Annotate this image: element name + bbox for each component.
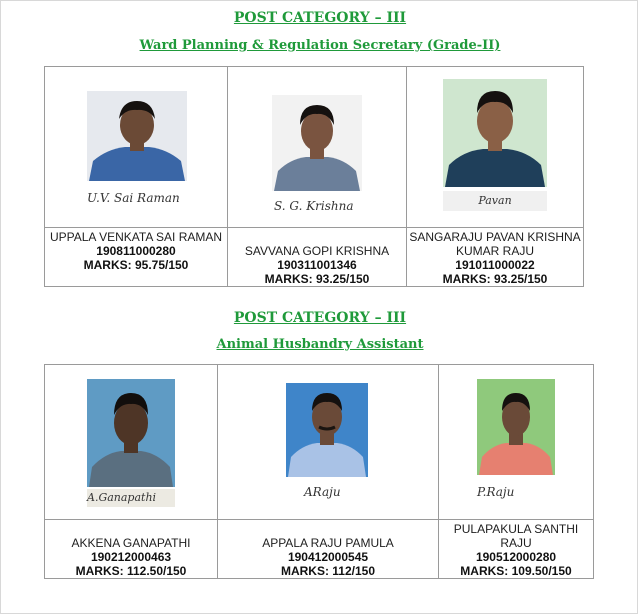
candidate-signature: S. G. Krishna — [274, 199, 354, 213]
candidate-info-cell — [45, 520, 218, 579]
candidate-photo — [87, 379, 175, 487]
candidate-info-cell — [439, 520, 594, 579]
person-photo-icon — [87, 91, 187, 181]
candidate-marks: MARKS: 112.50/150 — [75, 564, 187, 578]
candidate-roll-number: 190412000545 — [287, 550, 369, 564]
candidate-photo — [443, 79, 547, 187]
candidate-name: APPALA RAJU PAMULA — [262, 536, 394, 550]
candidate-info-cell — [228, 228, 407, 287]
candidate-signature: Pavan — [443, 191, 547, 211]
section2-post-heading: Animal Husbandry Assistant — [216, 337, 424, 352]
candidate-signature: U.V. Sai Raman — [87, 191, 180, 205]
section2-category-heading: POST CATEGORY – III — [233, 310, 407, 326]
section2-candidates-table — [44, 364, 594, 579]
person-photo-icon — [443, 79, 547, 187]
candidate-photo — [477, 379, 555, 475]
candidate-photo — [286, 383, 368, 477]
candidate-marks: MARKS: 112/150 — [280, 564, 376, 578]
candidate-roll-number: 191011000022 — [455, 258, 535, 272]
candidate-roll-number: 190212000463 — [90, 550, 172, 564]
section1-category-heading: POST CATEGORY – III — [233, 10, 407, 26]
person-photo-icon — [272, 95, 362, 191]
candidate-marks: MARKS: 93.25/150 — [264, 272, 370, 286]
candidate-name: PULAPAKULA SANTHI RAJU — [453, 522, 579, 550]
section1-candidates-table — [44, 66, 584, 287]
candidate-name: AKKENA GANAPATHI — [71, 536, 191, 550]
candidate-info-cell — [45, 228, 228, 287]
candidate-photo — [87, 91, 187, 181]
candidate-roll-number: 190512000280 — [475, 550, 557, 564]
candidate-roll-number: 190311001346 — [277, 258, 357, 272]
candidate-photo-cell — [439, 365, 594, 520]
candidate-marks: MARKS: 93.25/150 — [442, 272, 548, 286]
candidate-name: SAVVANA GOPI KRISHNA — [244, 244, 390, 258]
candidate-marks: MARKS: 95.75/150 — [83, 258, 189, 272]
candidate-photo-cell — [45, 365, 218, 520]
candidate-photo — [272, 95, 362, 191]
person-photo-icon — [477, 379, 555, 475]
candidate-signature: ARaju — [304, 485, 341, 499]
candidate-name: SANGARAJU PAVAN KRISHNA KUMAR RAJU — [409, 230, 581, 258]
candidate-name: UPPALA VENKATA SAI RAMAN — [49, 230, 223, 244]
section1-post-heading: Ward Planning & Regulation Secretary (Grade-II) — [139, 38, 501, 53]
candidate-photo-cell — [218, 365, 439, 520]
candidate-photo-cell — [45, 67, 228, 228]
person-photo-icon — [286, 383, 368, 477]
candidate-photo-cell — [228, 67, 407, 228]
candidate-signature: A.Ganapathi — [87, 489, 175, 507]
candidate-signature: P.Raju — [477, 485, 515, 499]
candidate-photo-cell — [407, 67, 584, 228]
candidate-marks: MARKS: 109.50/150 — [460, 564, 572, 578]
person-photo-icon — [87, 379, 175, 487]
candidate-info-cell — [407, 228, 584, 287]
candidate-roll-number: 190811000280 — [96, 244, 176, 258]
candidate-info-cell — [218, 520, 439, 579]
